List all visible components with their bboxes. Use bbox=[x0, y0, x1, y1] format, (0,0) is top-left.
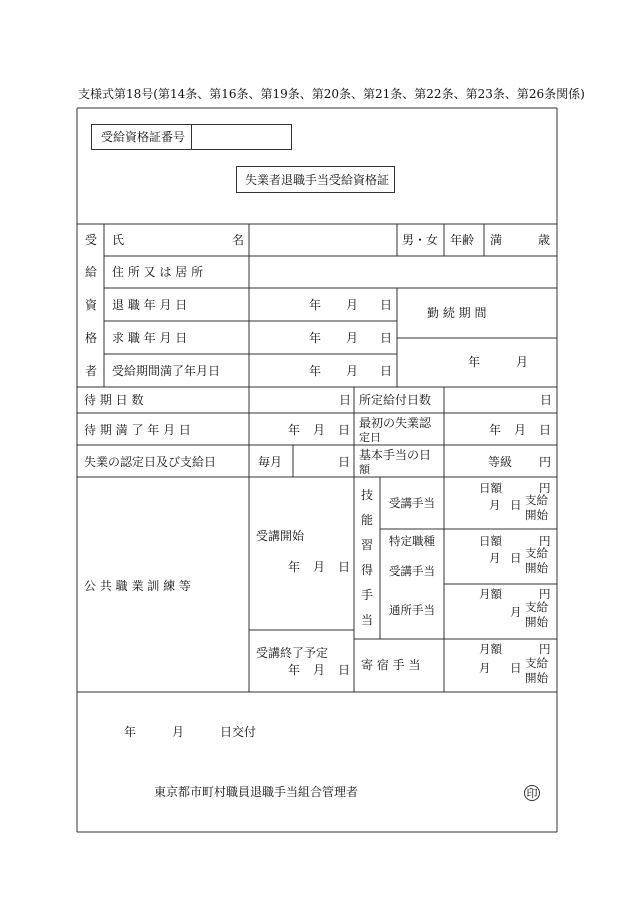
payment-start-2: 開始 bbox=[525, 508, 548, 522]
date-year: 年 bbox=[309, 298, 322, 312]
recipient-vertical-char: 者 bbox=[85, 364, 98, 378]
date-year: 年 bbox=[309, 364, 322, 378]
payment-day: 日 bbox=[510, 498, 522, 512]
basic-allowance-label-2: 額 bbox=[359, 463, 370, 476]
first-certification-label-2: 定日 bbox=[359, 431, 381, 444]
payment-start-1: 支給 bbox=[525, 656, 548, 670]
commute-allowance-label: 通所手当 bbox=[389, 603, 435, 617]
payment-start-2: 開始 bbox=[525, 561, 548, 575]
retirement-date-label: 退 職 年 月 日 bbox=[112, 298, 188, 312]
specific-job-label: 特定職種 bbox=[389, 534, 435, 548]
skill-vertical-char: 習 bbox=[361, 538, 374, 552]
service-period-year: 年 bbox=[468, 355, 481, 369]
age-suffix: 歳 bbox=[538, 233, 551, 247]
age-prefix: 満 bbox=[490, 233, 503, 247]
recipient-vertical-char: 資 bbox=[85, 298, 98, 312]
name-label-first: 氏 bbox=[112, 233, 125, 247]
certificate-number-label: 受給資格証番号 bbox=[101, 130, 186, 144]
payment-day: 日 bbox=[510, 551, 522, 565]
prescribed-days-unit: 日 bbox=[540, 393, 553, 407]
date-month: 月 bbox=[514, 423, 527, 437]
monthly-amount-label: 月額 bbox=[479, 642, 502, 656]
service-period-label: 勤 続 期 間 bbox=[427, 306, 487, 320]
date-day: 日 bbox=[380, 298, 393, 312]
certificate-number-divider bbox=[191, 124, 192, 150]
service-period-month: 月 bbox=[516, 355, 529, 369]
date-month: 月 bbox=[346, 364, 359, 378]
name-label-second: 名 bbox=[232, 233, 245, 247]
course-allowance-label: 受講手当 bbox=[389, 496, 435, 510]
date-year: 年 bbox=[288, 663, 301, 677]
date-day: 日 bbox=[380, 331, 393, 345]
date-day: 日 bbox=[338, 560, 351, 574]
skill-vertical-char: 当 bbox=[361, 613, 374, 627]
public-training-label: 公 共 職 業 訓 練 等 bbox=[84, 579, 191, 593]
waiting-days-unit: 日 bbox=[339, 393, 352, 407]
payment-month: 月 bbox=[510, 605, 522, 619]
payment-start-1: 支給 bbox=[525, 600, 548, 614]
certification-day-label: 失業の認定日及び支給日 bbox=[84, 455, 217, 469]
waiting-expiry-label: 待 期 満 了 年 月 日 bbox=[84, 423, 191, 437]
date-year: 年 bbox=[288, 423, 301, 437]
payment-start-2: 開始 bbox=[525, 671, 548, 685]
payment-month: 月 bbox=[489, 498, 501, 512]
date-day: 日 bbox=[380, 364, 393, 378]
date-year: 年 bbox=[309, 331, 322, 345]
payment-day: 日 bbox=[510, 661, 522, 675]
monthly-label: 毎月 bbox=[258, 455, 283, 469]
prescribed-days-label: 所定給付日数 bbox=[359, 393, 432, 407]
basic-allowance-label-1: 基本手当の日 bbox=[359, 448, 432, 462]
age-label: 年齢 bbox=[450, 233, 475, 247]
date-month: 月 bbox=[346, 331, 359, 345]
date-month: 月 bbox=[313, 663, 326, 677]
skill-vertical-char: 能 bbox=[361, 513, 374, 527]
date-day: 日 bbox=[338, 423, 351, 437]
recipient-vertical-char: 受 bbox=[85, 233, 98, 247]
training-end-label: 受講終了予定 bbox=[256, 646, 329, 660]
date-month: 月 bbox=[313, 423, 326, 437]
date-year: 年 bbox=[288, 560, 301, 574]
skill-vertical-char: 手 bbox=[361, 588, 374, 602]
payment-start-1: 支給 bbox=[525, 546, 548, 560]
payment-start-1: 支給 bbox=[525, 493, 548, 507]
yen-unit: 円 bbox=[539, 455, 552, 469]
payment-start-2: 開始 bbox=[525, 615, 548, 629]
date-day: 日 bbox=[539, 423, 552, 437]
issuer-name: 東京都市町村職員退職手当組合管理者 bbox=[154, 785, 359, 799]
date-year: 年 bbox=[489, 423, 502, 437]
date-month: 月 bbox=[313, 560, 326, 574]
address-label: 住 所 又 は 居 所 bbox=[112, 265, 204, 279]
specific-course-allowance-label: 受講手当 bbox=[389, 564, 435, 578]
yen-unit: 円 bbox=[539, 534, 551, 548]
daily-amount-label: 日額 bbox=[479, 534, 502, 548]
waiting-days-label: 待 期 日 数 bbox=[84, 393, 144, 407]
boarding-allowance-label: 寄 宿 手 当 bbox=[361, 658, 421, 672]
grade-label: 等級 bbox=[488, 455, 513, 469]
recipient-vertical-char: 給 bbox=[85, 265, 98, 279]
skill-vertical-char: 技 bbox=[361, 488, 374, 502]
date-month: 月 bbox=[346, 298, 359, 312]
yen-unit: 円 bbox=[539, 481, 551, 495]
form-number: 支様式第18号(第14条、第16条、第19条、第20条、第21条、第22条、第23条、第26条関係) bbox=[78, 87, 585, 101]
payment-month: 月 bbox=[479, 661, 491, 675]
first-certification-label-1: 最初の失業認 bbox=[359, 416, 432, 430]
date-day: 日 bbox=[338, 663, 351, 677]
period-end-date-label: 受給期間満了年月日 bbox=[112, 364, 221, 378]
sex-field: 男・女 bbox=[402, 233, 439, 247]
seal-label: 印 bbox=[526, 786, 538, 800]
issue-date: 年 月 日交付 bbox=[124, 725, 257, 739]
yen-unit: 円 bbox=[539, 587, 551, 601]
daily-amount-label: 日額 bbox=[479, 481, 502, 495]
skill-vertical-char: 得 bbox=[361, 563, 374, 577]
payment-month: 月 bbox=[489, 551, 501, 565]
yen-unit: 円 bbox=[539, 642, 551, 656]
training-start-label: 受講開始 bbox=[256, 529, 305, 543]
recipient-vertical-char: 格 bbox=[85, 331, 98, 345]
day-unit: 日 bbox=[338, 455, 351, 469]
monthly-amount-label: 月額 bbox=[479, 587, 502, 601]
job-search-date-label: 求 職 年 月 日 bbox=[112, 331, 188, 345]
certificate-title: 失業者退職手当受給資格証 bbox=[245, 173, 390, 187]
